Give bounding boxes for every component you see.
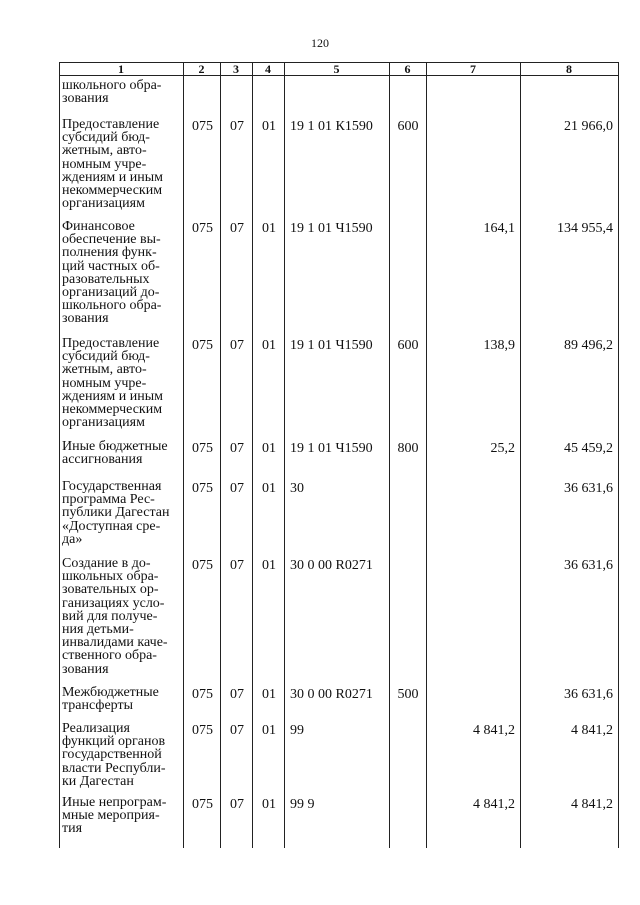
cell-c2: 075 — [192, 797, 213, 812]
row-name-line: государственной — [62, 747, 162, 763]
cell-c5: 30 — [290, 481, 304, 496]
row-name-line: организациям — [62, 415, 145, 431]
row-name-line: субсидий бюд- — [62, 130, 150, 146]
cell-c3: 07 — [230, 119, 244, 134]
cell-c2: 075 — [192, 481, 213, 496]
row-name-line: Реализация — [62, 721, 130, 736]
row-name-line: организаций до- — [62, 285, 160, 300]
cell-c2: 075 — [192, 119, 213, 134]
header-cell: 8 — [566, 62, 572, 76]
row-name-line: Государственная — [62, 479, 162, 494]
row-name-line: ждениям и иным — [62, 388, 164, 404]
cell-c3: 07 — [230, 558, 244, 573]
row-name-line: некоммерческим — [62, 402, 163, 417]
header-cell: 1 — [118, 62, 124, 76]
cell-c4: 01 — [262, 558, 276, 573]
cell-c8: 4 841,2 — [571, 723, 613, 738]
cell-c3: 07 — [230, 221, 244, 236]
column-rule — [520, 62, 521, 848]
row-name-line: зовательных ор- — [62, 582, 159, 598]
row-name-line: ки Дагестан — [62, 773, 134, 789]
cell-c8: 36 631,6 — [564, 558, 613, 573]
row-name-line: Иные непрограм- — [62, 795, 167, 810]
cell-c4: 01 — [262, 481, 276, 496]
cell-c7: 164,1 — [483, 221, 515, 236]
row-name-line: Создание в до- — [62, 556, 151, 571]
cell-c8: 134 955,4 — [557, 221, 613, 236]
cell-c4: 01 — [262, 441, 276, 456]
header-cell: 2 — [198, 62, 205, 76]
row-name-line: некоммерческим — [62, 183, 163, 198]
column-rule — [220, 62, 221, 848]
column-rule — [252, 62, 253, 848]
cell-c7: 138,9 — [483, 338, 515, 353]
cell-c5: 19 1 01 Ч1590 — [290, 221, 373, 236]
cell-c2: 075 — [192, 558, 213, 573]
row-name-line: номным учре- — [62, 375, 147, 391]
cell-c5: 19 1 01 К1590 — [290, 119, 373, 134]
row-name-line: организациям — [62, 196, 145, 212]
cell-c7: 4 841,2 — [473, 723, 515, 738]
cell-c4: 01 — [262, 687, 276, 702]
cell-c5: 99 9 — [290, 797, 315, 812]
row-name-line: тия — [62, 821, 83, 837]
row-name-line: программа Рес- — [62, 492, 155, 508]
header-cell: 6 — [404, 62, 411, 76]
cell-c7: 25,2 — [490, 441, 515, 456]
cell-c3: 07 — [230, 338, 244, 353]
cell-c5: 19 1 01 Ч1590 — [290, 441, 373, 456]
column-rule — [59, 62, 60, 848]
column-rule — [618, 62, 619, 848]
header-cell: 5 — [333, 62, 340, 76]
row-name-line: мные мероприя- — [62, 808, 160, 824]
cell-c3: 07 — [230, 797, 244, 812]
cell-c4: 01 — [262, 119, 276, 134]
row-name-line: жетным, авто- — [62, 362, 147, 378]
cell-c4: 01 — [262, 797, 276, 812]
cell-c6: 500 — [397, 687, 419, 702]
row-name-line: инвалидами каче- — [62, 635, 168, 651]
row-name-line: зования — [62, 311, 109, 327]
row-name-line: Финансовое — [62, 219, 135, 234]
header-cell: 7 — [470, 62, 476, 76]
row-name-line: «Доступная сре- — [62, 518, 161, 534]
cell-c5: 19 1 01 Ч1590 — [290, 338, 373, 353]
cell-c2: 075 — [192, 723, 213, 738]
cell-c6: 800 — [397, 441, 419, 456]
row-name-line: ассигнования — [62, 452, 143, 468]
cell-c8: 89 496,2 — [564, 338, 613, 353]
row-name-line: субсидий бюд- — [62, 349, 150, 365]
cell-c3: 07 — [230, 481, 244, 496]
cell-c4: 01 — [262, 338, 276, 353]
cell-c5: 30 0 00 R0271 — [290, 687, 373, 702]
header-cell: 3 — [233, 62, 239, 76]
cell-c3: 07 — [230, 687, 244, 702]
cell-c2: 075 — [192, 441, 213, 456]
page-number: 120 — [311, 36, 329, 50]
row-name-line: ственного обра- — [62, 648, 157, 664]
cell-c8: 36 631,6 — [564, 481, 613, 496]
row-name-line: вий для получе- — [62, 608, 158, 624]
cell-c3: 07 — [230, 441, 244, 456]
row-name-line: Предоставление — [62, 117, 160, 132]
header-cell: 4 — [265, 62, 271, 76]
cell-c4: 01 — [262, 221, 276, 236]
row-name-line: ждениям и иным — [62, 169, 164, 185]
row-name-line: функций органов — [62, 734, 166, 750]
row-name-line: школьных обра- — [62, 569, 159, 585]
row-name-line: зования — [62, 661, 109, 677]
row-name-line: ния детьми- — [62, 622, 134, 637]
column-rule — [284, 62, 285, 848]
column-rule — [183, 62, 184, 848]
row-name-line: Предоставление — [62, 336, 160, 351]
row-name-line: Межбюджетные — [62, 685, 159, 700]
row-name-line: ганизациях усло- — [62, 595, 165, 611]
row-name-line: трансферты — [62, 698, 134, 714]
cell-c2: 075 — [192, 687, 213, 702]
row-name-line: жетным, авто- — [62, 143, 147, 159]
row-name-line: зования — [62, 91, 109, 107]
row-name-line: номным учре- — [62, 156, 147, 172]
cell-c2: 075 — [192, 338, 213, 353]
row-name-line: школьного обра- — [62, 78, 162, 93]
row-name-line: школьного обра- — [62, 298, 162, 314]
cell-c6: 600 — [397, 119, 419, 134]
cell-c5: 99 — [290, 723, 304, 738]
row-name-line: разовательных — [62, 271, 150, 287]
cell-c4: 01 — [262, 723, 276, 738]
cell-c6: 600 — [397, 338, 419, 353]
cell-c8: 45 459,2 — [564, 441, 613, 456]
row-name-line: власти Республи- — [62, 760, 166, 776]
cell-c8: 21 966,0 — [564, 119, 613, 134]
row-name-line: да» — [62, 531, 83, 547]
row-name-line: обеспечение вы- — [62, 232, 161, 248]
cell-c3: 07 — [230, 723, 244, 738]
cell-c2: 075 — [192, 221, 213, 236]
cell-c8: 36 631,6 — [564, 687, 613, 702]
row-name-line: публики Дагестан — [62, 505, 170, 521]
row-name-line: полнения функ- — [62, 245, 157, 261]
row-name-line: ций частных об- — [62, 258, 160, 274]
cell-c5: 30 0 00 R0271 — [290, 558, 373, 573]
cell-c8: 4 841,2 — [571, 797, 613, 812]
cell-c7: 4 841,2 — [473, 797, 515, 812]
row-name-line: Иные бюджетные — [62, 439, 168, 454]
